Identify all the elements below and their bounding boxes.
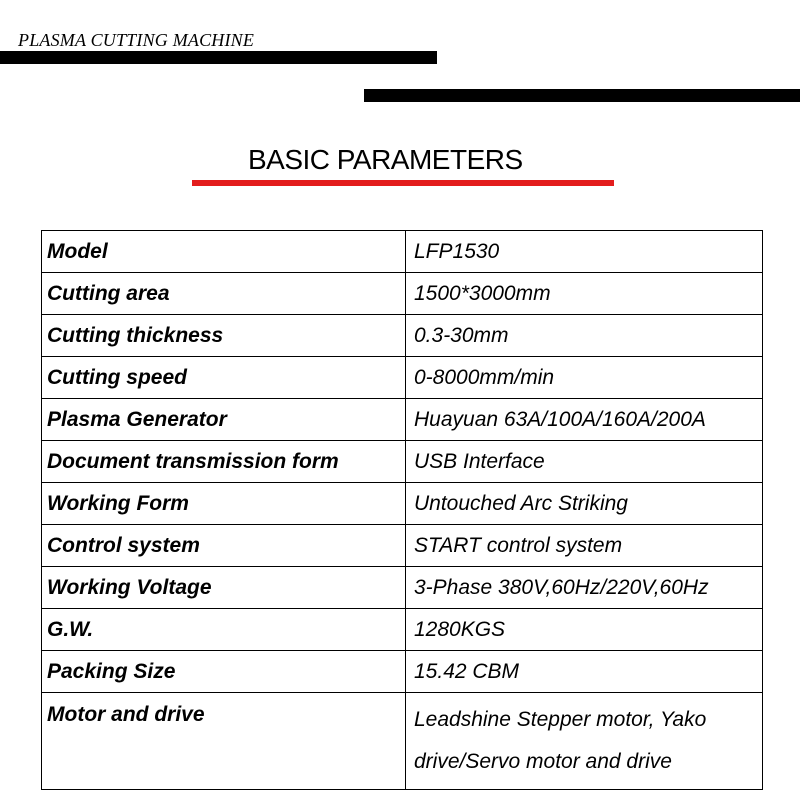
spec-label: Control system [42, 525, 406, 567]
spec-value: Huayuan 63A/100A/160A/200A [406, 399, 763, 441]
table-row [42, 357, 763, 399]
spec-value: 3-Phase 380V,60Hz/220V,60Hz [406, 567, 763, 609]
table-row [42, 273, 763, 315]
table-row [42, 693, 763, 790]
table-row [42, 525, 763, 567]
spec-label: Motor and drive [42, 693, 406, 790]
spec-label: Working Voltage [42, 567, 406, 609]
second-black-bar [364, 89, 800, 102]
spec-label: G.W. [42, 609, 406, 651]
product-title: PLASMA CUTTING MACHINE [18, 30, 255, 50]
table-row [42, 483, 763, 525]
spec-label: Cutting area [42, 273, 406, 315]
spec-value: 15.42 CBM [406, 651, 763, 693]
section-title-underline [192, 180, 614, 186]
table-row [42, 231, 763, 273]
spec-label: Cutting thickness [42, 315, 406, 357]
spec-label: Cutting speed [42, 357, 406, 399]
spec-label: Plasma Generator [42, 399, 406, 441]
spec-value: LFP1530 [406, 231, 763, 273]
table-row [42, 399, 763, 441]
top-black-bar [0, 51, 437, 64]
table-row [42, 609, 763, 651]
spec-value: START control system [406, 525, 763, 567]
table-row [42, 567, 763, 609]
spec-value: 1280KGS [406, 609, 763, 651]
spec-value: 1500*3000mm [406, 273, 763, 315]
spec-label: Document transmission form [42, 441, 406, 483]
spec-label: Packing Size [42, 651, 406, 693]
section-title: BASIC PARAMETERS [248, 144, 523, 175]
spec-table [41, 230, 763, 790]
spec-label: Working Form [42, 483, 406, 525]
table-row [42, 315, 763, 357]
spec-value: USB Interface [406, 441, 763, 483]
table-row [42, 651, 763, 693]
spec-value: Untouched Arc Striking [406, 483, 763, 525]
spec-value: 0.3-30mm [406, 315, 763, 357]
spec-label: Model [42, 231, 406, 273]
spec-value: Leadshine Stepper motor, Yako drive/Servo motor and drive [406, 693, 763, 790]
spec-value: 0-8000mm/min [406, 357, 763, 399]
table-row [42, 441, 763, 483]
